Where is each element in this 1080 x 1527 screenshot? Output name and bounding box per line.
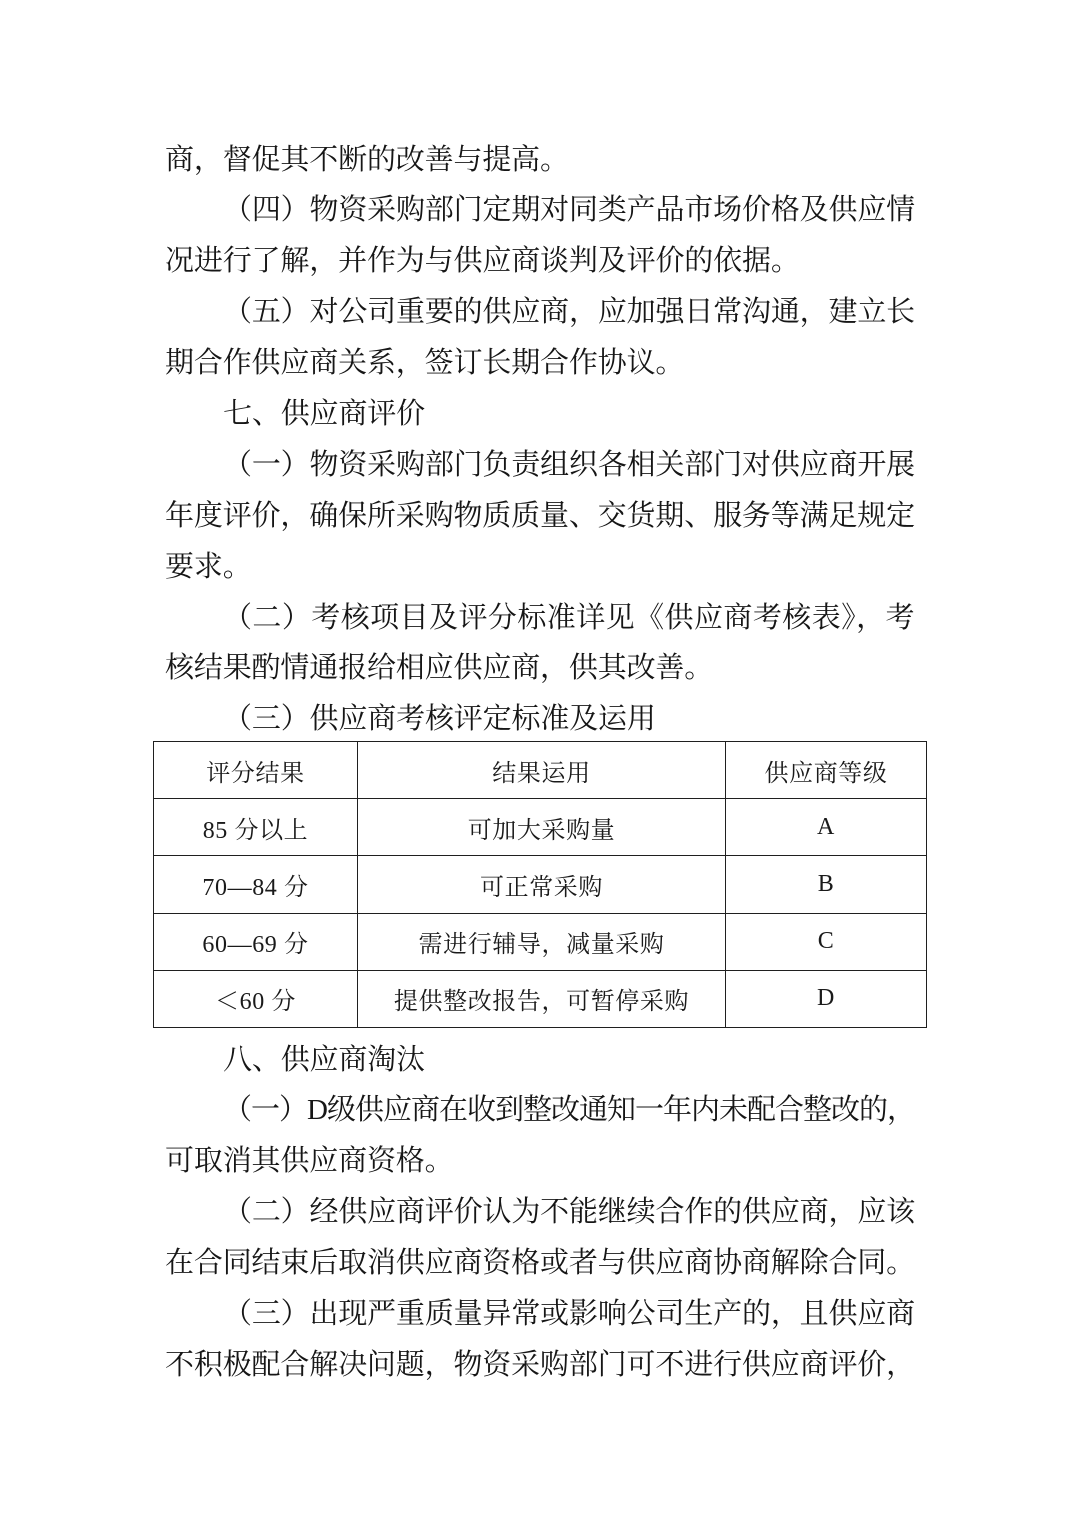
text-line: （三）出现严重质量异常或影响公司生产的，且供应商 <box>223 1297 915 1330</box>
text-line: （五）对公司重要的供应商，应加强日常沟通，建立长 <box>223 296 915 329</box>
supplier-grade-cell: B <box>726 856 927 913</box>
table-row <box>154 913 927 970</box>
text-line: 可取消其供应商资格。 <box>165 1145 454 1178</box>
table-row <box>154 970 927 1027</box>
text-line: 期合作供应商关系，签订长期合作协议。 <box>165 347 685 380</box>
supplier-grade-cell: C <box>726 913 927 970</box>
paragraph-7-item-1 <box>165 440 915 593</box>
text-line: （二）经供应商评价认为不能继续合作的供应商，应该 <box>223 1196 915 1229</box>
text-block-upper <box>165 135 915 746</box>
text-line: 商，督促其不断的改善与提高。 <box>165 143 569 176</box>
text-line: 核结果酌情通报给相应供应商，供其改善。 <box>165 652 714 685</box>
text-line: （一）D级供应商在收到整改通知一年内未配合整改的， <box>223 1094 915 1127</box>
result-usage-cell: 可加大采购量 <box>358 799 726 856</box>
text-line: （四）物资采购部门定期对同类产品市场价格及供应情 <box>223 194 915 227</box>
table-header-score: 评分结果 <box>154 742 358 799</box>
supplier-grade-cell: A <box>726 799 927 856</box>
paragraph-item-5 <box>165 287 915 389</box>
result-usage-cell: 可正常采购 <box>358 856 726 913</box>
text-line: （二）考核项目及评分标准详见《供应商考核表》，考 <box>223 601 915 634</box>
text-line: 年度评价，确保所采购物质质量、交货期、服务等满足规定 <box>165 499 915 532</box>
score-range-cell: ＜60 分 <box>154 970 358 1027</box>
rating-standard-table <box>153 741 927 1028</box>
table-header-row <box>154 742 927 799</box>
section-heading-7: 七、供应商评价 <box>223 397 425 430</box>
score-range-cell: 60—69 分 <box>154 913 358 970</box>
table-row <box>154 856 927 913</box>
score-range-cell: 70—84 分 <box>154 856 358 913</box>
table-header-grade: 供应商等级 <box>726 742 927 799</box>
text-block-lower <box>165 1035 915 1391</box>
paragraph-8-item-3 <box>165 1289 915 1391</box>
paragraph-8-item-1 <box>165 1085 915 1187</box>
table-header-usage: 结果运用 <box>358 742 726 799</box>
paragraph-7-item-2 <box>165 593 915 695</box>
paragraph-continued <box>165 135 915 186</box>
text-line: 况进行了解，并作为与供应商谈判及评价的依据。 <box>165 245 800 278</box>
supplier-grade-cell: D <box>726 970 927 1027</box>
result-usage-cell: 需进行辅导，减量采购 <box>358 913 726 970</box>
section-heading-8: 八、供应商淘汰 <box>223 1043 425 1076</box>
paragraph-8-item-2 <box>165 1187 915 1289</box>
paragraph-7-item-3 <box>165 694 915 745</box>
text-line: （一）物资采购部门负责组织各相关部门对供应商开展 <box>223 448 915 481</box>
text-line: 在合同结束后取消供应商资格或者与供应商协商解除合同。 <box>165 1247 915 1280</box>
text-line: 要求。 <box>165 550 252 583</box>
score-range-cell: 85 分以上 <box>154 799 358 856</box>
text-line: （三）供应商考核评定标准及运用 <box>223 703 656 736</box>
table-row <box>154 799 927 856</box>
paragraph-item-4 <box>165 185 915 287</box>
result-usage-cell: 提供整改报告，可暂停采购 <box>358 970 726 1027</box>
text-line: 不积极配合解决问题，物资采购部门可不进行供应商评价， <box>165 1348 915 1381</box>
